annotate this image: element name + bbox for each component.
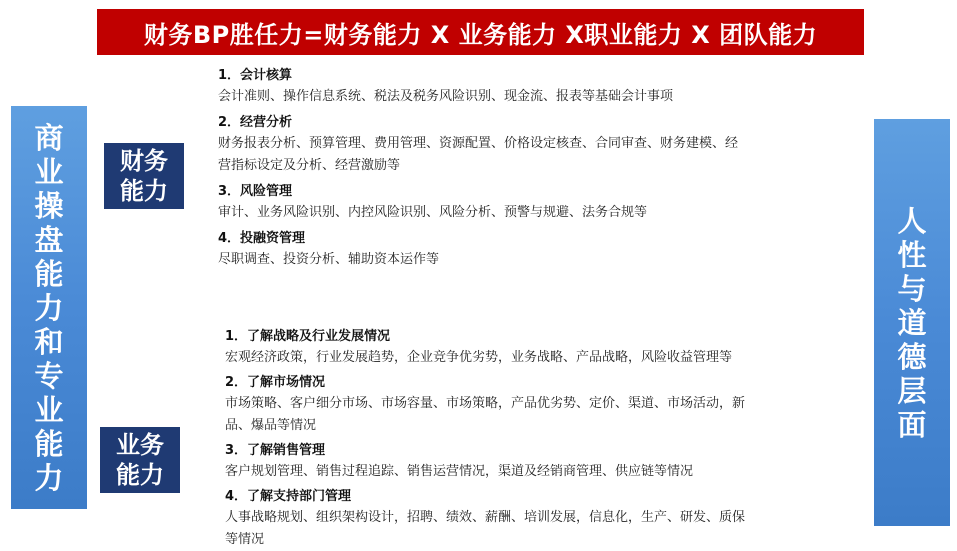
business-item-desc: 市场策略、客户细分市场、市场容量、市场策略，产品优劣势、定价、渠道、市场活动，新 [225,396,746,411]
right-bar-char: 性 [897,237,927,272]
right-bar-char: 道 [897,305,927,340]
left-bar-char: 盘 [34,222,64,257]
business-item-desc: 品、爆品等情况 [225,418,317,433]
page-title: 财务BP胜任力=财务能力 X 业务能力 X职业能力 X 团队能力 [143,20,818,49]
finance-label-line2: 能力 [120,177,168,205]
left-bar-char: 商 [34,120,64,155]
business-item-title: 2．了解市场情况 [225,375,326,390]
left-bar-char: 和 [34,324,64,359]
right-bar-char: 与 [897,271,927,306]
finance-item-desc: 会计准则、操作信息系统、税法及税务风险识别、现金流、报表等基础会计事项 [218,89,674,104]
business-label-line1: 业务 [116,431,164,459]
right-bar-char: 层 [897,373,927,408]
left-bar-char: 能 [34,426,64,461]
finance-item-desc: 营指标设定及分析、经营激励等 [218,158,401,173]
right-side-bar [874,119,950,526]
business-item-title: 1．了解战略及行业发展情况 [225,329,391,344]
right-bar-char: 德 [897,339,927,374]
finance-label-line1: 财务 [120,147,168,175]
left-bar-char: 力 [34,290,64,325]
left-bar-char: 专 [34,358,64,393]
left-bar-char: 力 [34,460,64,495]
business-category-box [100,427,180,493]
business-item-desc: 宏观经济政策，行业发展趋势，企业竞争优劣势，业务战略、产品战略，风险收益管理等 [225,350,733,365]
business-item-title: 3．了解销售管理 [225,443,326,458]
right-bar-char: 人 [897,203,927,238]
finance-item-title: 4．投融资管理 [218,231,306,246]
business-section [225,323,845,551]
left-bar-char: 操 [34,188,64,223]
left-bar-char: 能 [34,256,64,291]
business-label-line2: 能力 [116,461,164,489]
business-item-desc: 客户规划管理、销售过程追踪、销售运营情况，渠道及经销商管理、供应链等情况 [225,464,694,479]
business-item-desc: 人事战略规划、组织架构设计，招聘、绩效、薪酬、培训发展，信息化，生产、研发、质保 [225,510,746,525]
right-bar-char: 面 [897,407,927,442]
finance-item-title: 2．经营分析 [218,115,293,130]
left-side-bar [11,106,87,509]
finance-item-desc: 审计、业务风险识别、内控风险识别、风险分析、预警与规避、法务合规等 [218,205,648,220]
finance-item-title: 3．风险管理 [218,184,293,199]
title-banner [97,9,864,55]
business-item-title: 4．了解支持部门管理 [225,489,352,504]
finance-item-title: 1．会计核算 [218,68,293,83]
finance-section [218,61,838,271]
finance-item-desc: 尽职调查、投资分析、辅助资本运作等 [218,252,440,267]
finance-item-desc: 财务报表分析、预算管理、费用管理、资源配置、价格设定核查、合同审查、财务建模、经 [218,136,739,151]
left-bar-char: 业 [34,154,64,189]
finance-category-box [104,143,184,209]
business-item-desc: 等情况 [225,532,265,547]
left-bar-char: 业 [34,392,64,427]
